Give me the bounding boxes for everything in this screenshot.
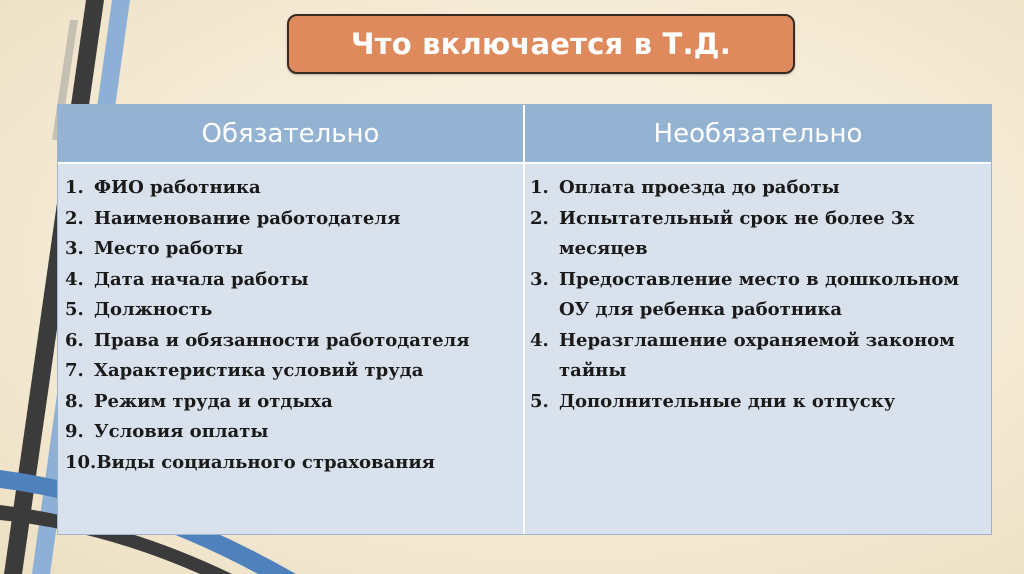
item-text: Оплата проезда до работы bbox=[559, 177, 840, 198]
item-text: Должность bbox=[94, 299, 213, 320]
item-text: ФИО работника bbox=[94, 177, 261, 198]
list-item bbox=[65, 417, 515, 448]
item-text: Условия оплаты bbox=[94, 421, 269, 442]
optional-list bbox=[530, 173, 985, 417]
list-item bbox=[530, 387, 985, 418]
list-item bbox=[65, 326, 515, 357]
list-item bbox=[530, 204, 985, 265]
optional-column bbox=[530, 173, 985, 417]
item-text: Характеристика условий труда bbox=[94, 360, 424, 381]
item-number: 9. bbox=[65, 421, 84, 442]
item-text: Предоставление место в дошкольном ОУ для ребенка работника bbox=[559, 268, 960, 320]
list-item bbox=[65, 173, 515, 204]
list-item bbox=[65, 387, 515, 418]
item-number: 1. bbox=[65, 177, 84, 198]
item-number: 5. bbox=[65, 299, 84, 320]
item-text: Виды социального страхования bbox=[96, 451, 435, 473]
item-number: 4. bbox=[65, 268, 84, 290]
item-number: 1. bbox=[530, 177, 549, 198]
item-text: Права и обязанности работодателя bbox=[94, 329, 470, 351]
item-text: Испытательный срок не более 3х месяцев bbox=[559, 207, 915, 259]
list-item bbox=[530, 326, 985, 387]
list-item bbox=[65, 265, 515, 296]
item-number: 6. bbox=[65, 329, 84, 351]
item-number: 7. bbox=[65, 360, 84, 381]
page-title: Что включается в Т.Д. bbox=[351, 27, 731, 61]
comparison-table bbox=[57, 104, 992, 535]
list-item bbox=[65, 204, 515, 235]
list-item bbox=[65, 295, 515, 326]
item-text: Дополнительные дни к отпуску bbox=[559, 390, 896, 412]
list-item bbox=[530, 265, 985, 326]
item-number: 3. bbox=[530, 268, 549, 290]
item-number: 2. bbox=[530, 207, 549, 229]
header-divider bbox=[58, 162, 991, 164]
item-text: Режим труда и отдыха bbox=[94, 390, 333, 412]
item-number: 5. bbox=[530, 390, 549, 412]
title-banner bbox=[287, 14, 795, 74]
item-text: Наименование работодателя bbox=[94, 207, 401, 229]
item-number: 8. bbox=[65, 390, 84, 412]
required-list bbox=[65, 173, 515, 478]
list-item bbox=[65, 356, 515, 387]
item-text: Дата начала работы bbox=[94, 268, 309, 290]
item-number: 4. bbox=[530, 329, 549, 351]
header-required: Обязательно bbox=[58, 105, 523, 162]
item-number: 2. bbox=[65, 207, 84, 229]
column-divider bbox=[523, 105, 525, 534]
list-item bbox=[530, 173, 985, 204]
item-text: Неразглашение охраняемой законом тайны bbox=[559, 329, 955, 381]
item-text: Место работы bbox=[94, 238, 244, 259]
required-column bbox=[65, 173, 515, 478]
item-number: 3. bbox=[65, 238, 84, 259]
list-item bbox=[65, 448, 515, 479]
header-optional: Необязательно bbox=[525, 105, 991, 162]
list-item bbox=[65, 234, 515, 265]
item-number: 10. bbox=[65, 451, 97, 473]
